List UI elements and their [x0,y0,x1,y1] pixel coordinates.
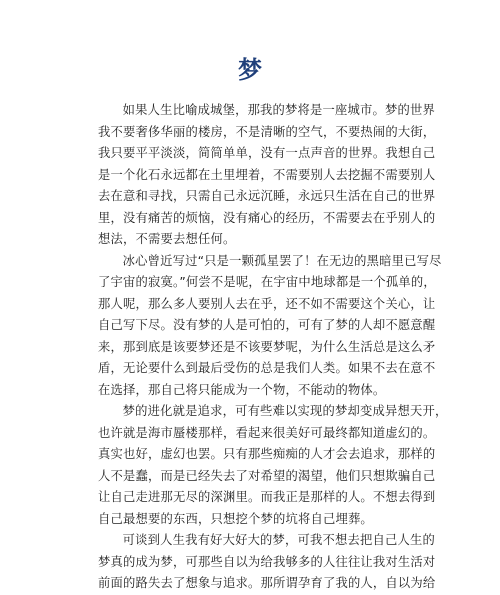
paragraph-line: 也许就是海市蜃楼那样，看起来很美好可最终都知道虚幻的。 [98,425,436,440]
paragraph-line: 如果人生比喻成城堡，那我的梦将是一座城市。梦的世界 [122,103,436,117]
paragraph-line: 是一个化石永远都在土里埋着，不需要别人去挖掘不需要别人 [98,167,436,182]
paragraph-line: 了宇宙的寂寞。”何尝不是呢，在宇宙中地球都是一个孤单的， [98,275,436,289]
paragraph-line: 冰心曾近写过“只是一颗孤星罢了！在无边的黑暗里已写尽 [122,253,442,268]
paragraph-line: 自己最想要的东西，只想挖个梦的坑将自己埋葬。 [98,511,373,526]
paragraph-line: 来，那到底是该要梦还是不该要梦呢，为什么生活总是这么矛 [98,339,436,354]
paragraph-line: 自己写下尽。没有梦的人是可怕的，可有了梦的人却不愿意醒 [98,318,436,332]
paragraph-line: 真实也好，虚幻也罢。只有那些痴痴的人才会去追求，那样的 [98,447,436,461]
paragraph-line: 在选择，那自己将只能成为一个物，不能动的物体。 [98,382,386,397]
paragraph [98,251,448,402]
paragraph-line: 梦真的成为梦，可那些自以为给我够多的人往往让我对生活对 [98,554,436,569]
paragraph-line: 让自己走进那无尽的深渊里。而我正是那样的人。不想去得到 [98,490,436,504]
paragraph-line: 我只要平平淡淡，简简单单，没有一点声音的世界。我想自己 [98,146,436,160]
paragraph-line: 梦的进化就是追求，可有些难以实现的梦却变成异想天开， [122,404,448,418]
paragraph [98,401,448,530]
paragraph-line: 想法，不需要去想任何。 [98,232,236,246]
paragraph-line: 盾，无论要什么到最后受伤的总是我们人类。如果不去在意不 [98,361,436,375]
paragraph [98,530,448,595]
document-title: 梦 [238,56,262,84]
paragraph-line: 我不要奢侈华丽的楼房，不是清晰的空气，不要热闹的大街， [98,124,436,139]
paragraph-line: 那人呢，那么多人要别人去在乎，还不如不需要这个关心，让 [98,296,436,311]
document-body [98,100,448,595]
paragraph-line: 人不是蠢，而是已经失去了对希望的渴望，他们只想欺骗自己 [98,468,436,483]
paragraph-line: 前面的路失去了想象与追求。那所谓孕育了我的人，自以为给 [98,576,436,590]
paragraph-line: 去在意和寻找，只需自己永远沉睡，永远只生活在自己的世界 [98,189,436,203]
paragraph-line: 里，没有痛苦的烦恼，没有痛心的经历，不需要去在乎别人的 [98,210,436,225]
paragraph-line: 可谈到人生我有好大好大的梦，可我不想去把自己人生的 [122,533,436,547]
paragraph [98,100,448,251]
